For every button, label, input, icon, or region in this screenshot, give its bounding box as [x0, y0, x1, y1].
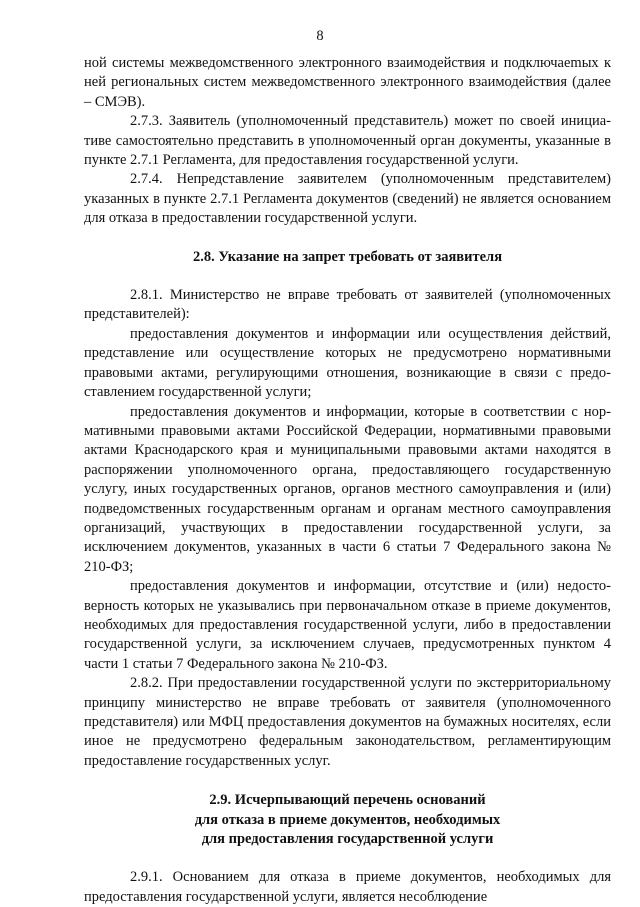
document-body: [84, 54, 611, 907]
paragraph-requirement-documents: предоставления документов и информации, которые в соответствии с нормативными правовыми актами Российской Федерации, нормативными правовыми актами Краснодарского края и муниципальными правовыми актами находятся в распоряжении уполномоченного органа, предоставляющего государственную услугу, иных государственных органов, органов местного самоуправления и (или) подведомственных государственным органам и органам местного самоуправления организаций, участвующих в предоставлении государственной услуги, за исключением документов, указанных в части 6 статьи 7 Федерального закона № 210-ФЗ;: [84, 403, 611, 575]
section-heading-2-9-line-1: 2.9. Исчерпывающий перечень оснований: [209, 792, 486, 809]
paragraph-requirement-actions: предоставления документов и информации или осуществления действий, представление или осуществление которых не предусмотрено нормативными правовыми актами, регулирующими отношения, возникающие в связи с предоставлением государственной услуги;: [84, 325, 611, 401]
paragraph-2-8-2: 2.8.2. При предоставлении государственной услуги по экстерриториальному принципу министерство не вправе требовать от заявителя (уполномоченного представителя) или МФЦ предоставления документов на бумажных носителях, если иное не предусмотрено федеральным законодательством, регламентирующим предоставление государственных услуг.: [84, 675, 611, 769]
paragraph-2-7-3: 2.7.3. Заявитель (уполномоченный представитель) может по своей инициативе самостоятельно представить в уполномоченный орган документы, указанные в пункте 2.7.1 Регламента, для предоставления государственной услуги.: [84, 113, 611, 169]
section-heading-2-9: [84, 791, 611, 849]
paragraph-2-7-4: 2.7.4. Непредставление заявителем (уполномоченным представителем) указанных в пункте 2.7.1 Регламента документов (сведений) не является основанием для отказа в предоставлении государственной услуги.: [84, 171, 611, 227]
paragraph-2-8-1: 2.8.1. Министерство не вправе требовать от заявителей (уполномоченных представителей):: [84, 287, 611, 323]
section-heading-2-9-line-2: для отказа в приеме документов, необходимых: [194, 811, 501, 828]
page-number: 8: [316, 28, 324, 44]
paragraph-smev-continuation: ной системы межведомственного электронного взаимодействия и подключаеmых к ней региональных систем межведомственного электронного взаимодействия (далее – СМЭВ).: [84, 55, 611, 110]
paragraph-requirement-missing-info: предоставления документов и информации, отсутствие и (или) недостоверность которых не указывались при первоначальном отказе в приеме документов, необходимых для предоставления государственной услуги, либо в предоставлении государственной услуги, за исключением случаев, предусмотренных пунктом 4 части 1 статьи 7 Федерального закона № 210-ФЗ.: [84, 578, 611, 672]
paragraph-2-9-1: 2.9.1. Основанием для отказа в приеме документов, необходимых для предоставления государственной услуги, является несоблюдение: [84, 869, 611, 905]
section-heading-2-8: 2.8. Указание на запрет требовать от заявителя: [192, 248, 503, 265]
section-heading-2-9-line-3: для предоставления государственной услуги: [201, 831, 494, 848]
